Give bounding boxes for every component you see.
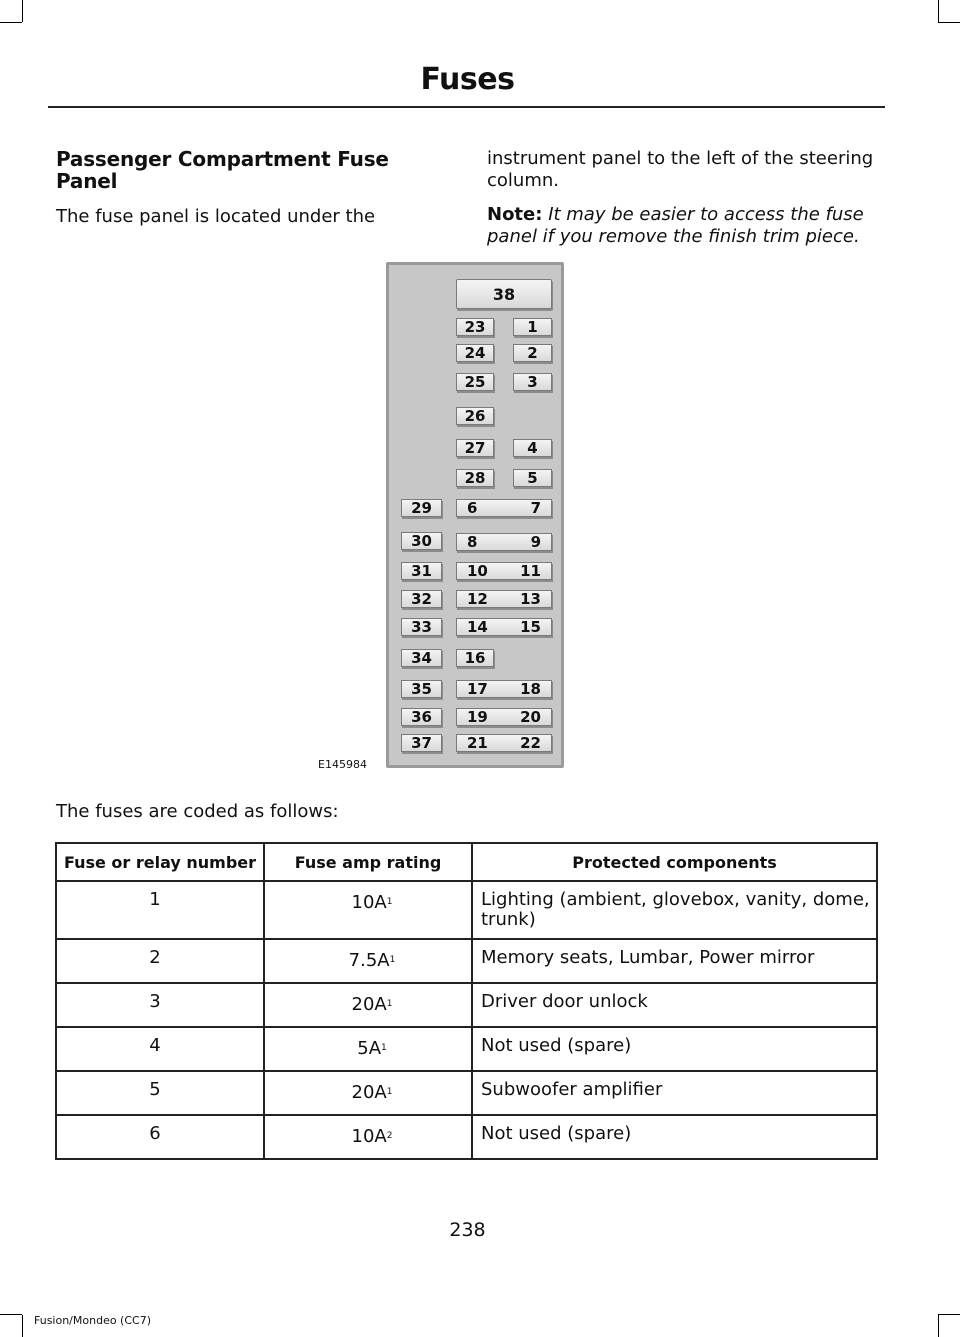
fuse-number-cell: 4: [56, 1027, 264, 1071]
fuse-number-cell: 5: [56, 1071, 264, 1115]
crop-mark: [938, 1315, 939, 1337]
amp-rating-cell: [264, 1115, 472, 1159]
fuse-label: 24: [464, 344, 486, 362]
fuse-label: 25: [464, 373, 486, 391]
fuse-label: 1: [527, 318, 538, 336]
section-heading: Passenger Compartment Fuse Panel: [56, 147, 389, 193]
fuse-label: 32: [411, 590, 432, 608]
footnote-marker: 1: [386, 999, 393, 1009]
note-label: Note:: [487, 204, 543, 225]
fuse-14-15: [456, 618, 552, 636]
fuse-32: [401, 590, 442, 608]
crop-mark: [938, 0, 939, 22]
fuse-34: [401, 649, 442, 667]
fuse-label: 15: [520, 618, 541, 636]
note: [487, 204, 887, 248]
fuse-37: [401, 734, 442, 752]
fuse-label: 3: [527, 373, 538, 391]
fuse-21-22: [456, 734, 552, 752]
fuse-30: [401, 532, 442, 550]
amp-value: 20A: [351, 994, 387, 1015]
amp-rating-cell: [264, 1027, 472, 1071]
page-header-title: Fuses: [420, 62, 515, 97]
fuse-label: 9: [530, 533, 541, 551]
header-divider: [48, 106, 885, 108]
column-header: Fuse or relay number: [56, 843, 264, 881]
table-row: [56, 939, 877, 983]
crop-mark: [0, 1314, 22, 1315]
fuse-label: 13: [520, 590, 541, 608]
fuse-3: [513, 373, 552, 391]
table-row: [56, 1027, 877, 1071]
crop-mark: [938, 1314, 960, 1315]
fuse-25: [456, 373, 494, 391]
fuse-label: 28: [464, 469, 486, 487]
fuse-23: [456, 318, 494, 336]
amp-rating-cell: [264, 939, 472, 983]
amp-value: 7.5A: [348, 950, 390, 971]
fuse-label: 35: [411, 680, 432, 698]
fuse-label: 17: [467, 680, 488, 698]
fuse-number-cell: 6: [56, 1115, 264, 1159]
table-row: [56, 1115, 877, 1159]
fuse-panel-diagram: [386, 262, 564, 768]
fuse-16: [456, 649, 494, 667]
fuse-label: 5: [527, 469, 538, 487]
fuse-table: [55, 842, 878, 1160]
amp-value: 20A: [351, 1082, 387, 1103]
fuse-label: 23: [464, 318, 486, 336]
table-row: [56, 881, 877, 939]
fuse-label: 8: [467, 533, 478, 551]
fuse-2: [513, 344, 552, 362]
protected-components-cell: Not used (spare): [472, 1115, 877, 1159]
protected-components-cell: Driver door unlock: [472, 983, 877, 1027]
fuse-label: 31: [411, 562, 432, 580]
fuse-27: [456, 439, 494, 457]
footer-text: Fusion/Mondeo (CC7): [34, 1314, 152, 1327]
fuse-label: 11: [520, 562, 541, 580]
footnote-marker: 1: [381, 1043, 387, 1053]
fuse-label: 16: [464, 649, 486, 667]
table-intro: The fuses are coded as follows:: [56, 801, 339, 822]
footnote-marker: 1: [386, 897, 393, 907]
left-column: [56, 148, 426, 228]
fuse-label: 37: [411, 734, 432, 752]
fuse-6-7: [456, 499, 552, 517]
crop-mark: [0, 22, 22, 23]
protected-components-cell: Not used (spare): [472, 1027, 877, 1071]
crop-mark: [938, 22, 960, 23]
right-column: [487, 148, 887, 248]
fuse-5: [513, 469, 552, 487]
protected-components-cell: Subwoofer amplifier: [472, 1071, 877, 1115]
fuse-number-cell: 2: [56, 939, 264, 983]
fuse-label: 30: [411, 532, 432, 550]
fuse-label: 4: [527, 439, 538, 457]
crop-mark: [22, 0, 23, 22]
amp-rating-cell: [264, 1071, 472, 1115]
fuse-4: [513, 439, 552, 457]
fuse-31: [401, 562, 442, 580]
fuse-label: 10: [467, 562, 488, 580]
fuse-label: 14: [467, 618, 488, 636]
fuse-12-13: [456, 590, 552, 608]
fuse-label: 18: [520, 680, 541, 698]
table-header-row: [56, 843, 877, 881]
fuse-label: 20: [520, 708, 541, 726]
fuse-label: 2: [527, 344, 538, 362]
fuse-28: [456, 469, 494, 487]
note-text: It may be easier to access the fuse panel if you remove the finish trim piece.: [487, 204, 864, 247]
amp-rating-cell: [264, 881, 472, 939]
fuse-19-20: [456, 708, 552, 726]
fuse-label: 33: [411, 618, 432, 636]
fuse-label: 27: [464, 439, 486, 457]
fuse-10-11: [456, 562, 552, 580]
fuse-label: 6: [467, 499, 478, 517]
fuse-label: 26: [464, 407, 486, 425]
fuse-number-cell: 1: [56, 881, 264, 939]
protected-components-cell: Lighting (ambient, glovebox, vanity, dome, trunk): [472, 881, 877, 939]
fuse-label: 29: [411, 499, 432, 517]
figure-code: E145984: [318, 758, 367, 771]
column-header: Protected components: [472, 843, 877, 881]
body-text-left: The fuse panel is located under the: [56, 206, 376, 227]
amp-rating-cell: [264, 983, 472, 1027]
amp-value: 5A: [357, 1038, 382, 1059]
protected-components-cell: Memory seats, Lumbar, Power mirror: [472, 939, 877, 983]
fuse-17-18: [456, 680, 552, 698]
footnote-marker: 1: [386, 1087, 393, 1097]
amp-value: 10A: [351, 1126, 387, 1147]
fuse-35: [401, 680, 442, 698]
fuse-36: [401, 708, 442, 726]
fuse-label: 12: [467, 590, 488, 608]
table-row: [56, 983, 877, 1027]
fuse-24: [456, 344, 494, 362]
fuse-33: [401, 618, 442, 636]
fuse-38: [456, 279, 552, 309]
fuse-label: 21: [467, 734, 488, 752]
footnote-marker: 2: [386, 1131, 393, 1141]
fuse-label: 22: [520, 734, 541, 752]
body-text-right: instrument panel to the left of the steering column.: [487, 148, 874, 191]
fuse-label: 36: [411, 708, 432, 726]
fuse-29: [401, 499, 442, 517]
table-row: [56, 1071, 877, 1115]
fuse-8-9: [456, 533, 552, 551]
fuse-number-cell: 3: [56, 983, 264, 1027]
fuse-label: 38: [492, 284, 516, 304]
column-header: Fuse amp rating: [264, 843, 472, 881]
amp-value: 10A: [351, 892, 387, 913]
fuse-label: 34: [411, 649, 432, 667]
footnote-marker: 1: [389, 955, 396, 965]
fuse-1: [513, 318, 552, 336]
crop-mark: [22, 1315, 23, 1337]
fuse-label: 7: [530, 499, 541, 517]
fuse-26: [456, 407, 494, 425]
page-number: 238: [449, 1219, 486, 1241]
fuse-label: 19: [467, 708, 488, 726]
